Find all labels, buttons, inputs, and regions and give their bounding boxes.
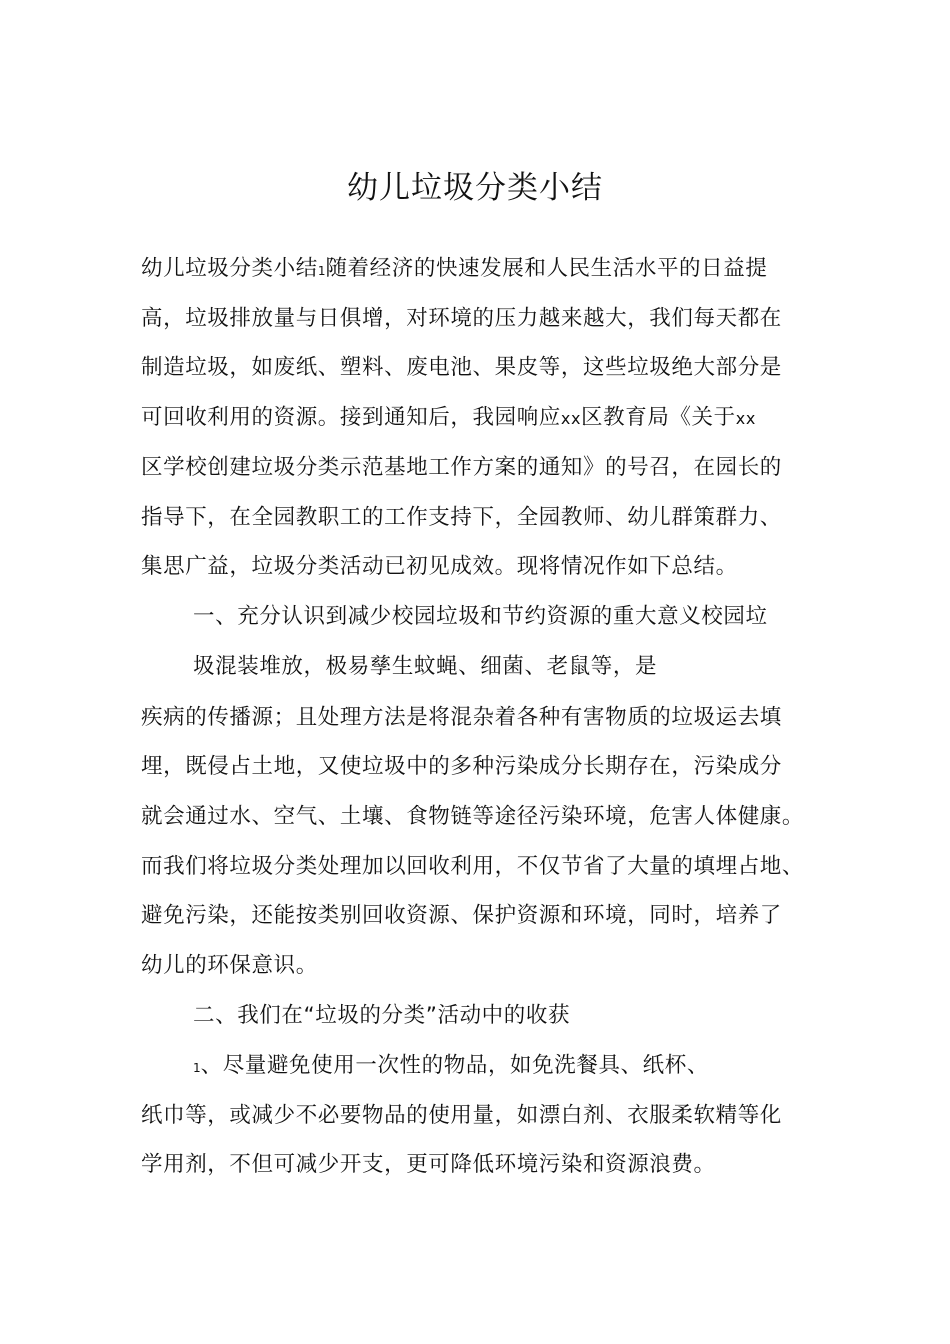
paragraph-line: 高，垃圾排放量与日俱增，对环境的压力越来越大，我们每天都在 xyxy=(141,306,782,331)
text-run: 幼儿垃圾分类小结 xyxy=(141,256,318,281)
paragraph-line: 集思广益，垃圾分类活动已初见成效。现将情况作如下总结。 xyxy=(141,554,738,579)
paragraph-line xyxy=(141,254,767,286)
text-run: 、尽量避免使用一次性的物品，如免洗餐具、纸杯、 xyxy=(200,1053,709,1078)
document-title: 幼儿垃圾分类小结 xyxy=(347,170,603,206)
paragraph-line: 避免污染，还能按类别回收资源、保护资源和环境，同时，培养了 xyxy=(141,903,782,928)
paragraph-line: 疾病的传播源；且处理方法是将混杂着各种有害物质的垃圾运去填 xyxy=(141,705,782,730)
section-heading: 二、我们在“垃圾的分类”活动中的收获 xyxy=(193,1003,571,1028)
paragraph-line: 就会通过水、空气、土壤、食物链等途径污染环境，危害人体健康。 xyxy=(141,804,805,829)
placeholder-text: xx xyxy=(735,409,756,428)
text-run: 可回收利用的资源。接到通知后，我园响应 xyxy=(141,405,561,430)
paragraph-line: 圾混装堆放，极易孳生蚊蝇、细菌、老鼠等，是 xyxy=(193,654,658,679)
item-number: 1 xyxy=(193,1061,201,1075)
section-heading: 一、充分认识到减少校园垃圾和节约资源的重大意义校园垃 xyxy=(193,604,768,629)
footnote-number: 1 xyxy=(317,264,326,278)
paragraph-line: 区学校创建垃圾分类示范基地工作方案的通知》的号召，在园长的 xyxy=(141,455,782,480)
paragraph-line: 学用剂，不但可减少开支，更可降低环境污染和资源浪费。 xyxy=(141,1152,716,1177)
paragraph-line: 制造垃圾，如废纸、塑料、废电池、果皮等，这些垃圾绝大部分是 xyxy=(141,355,782,380)
paragraph-line xyxy=(141,403,756,434)
list-item xyxy=(193,1051,709,1083)
paragraph-line: 指导下，在全园教职工的工作支持下，全园教师、幼儿群策群力、 xyxy=(141,505,782,530)
paragraph-line: 埋，既侵占土地，又使垃圾中的多种污染成分长期存在，污染成分 xyxy=(141,754,782,779)
paragraph-line: 而我们将垃圾分类处理加以回收利用，不仅节省了大量的填埋占地、 xyxy=(141,854,805,879)
text-run: 随着经济的快速发展和人民生活水平的日益提 xyxy=(325,256,768,281)
placeholder-text: xx xyxy=(560,409,582,428)
text-run: 区教育局《关于 xyxy=(581,405,736,430)
paragraph-line: 幼儿的环保意识。 xyxy=(141,953,318,978)
paragraph-line: 纸巾等，或减少不必要物品的使用量，如漂白剂、衣服柔软精等化 xyxy=(141,1103,782,1128)
